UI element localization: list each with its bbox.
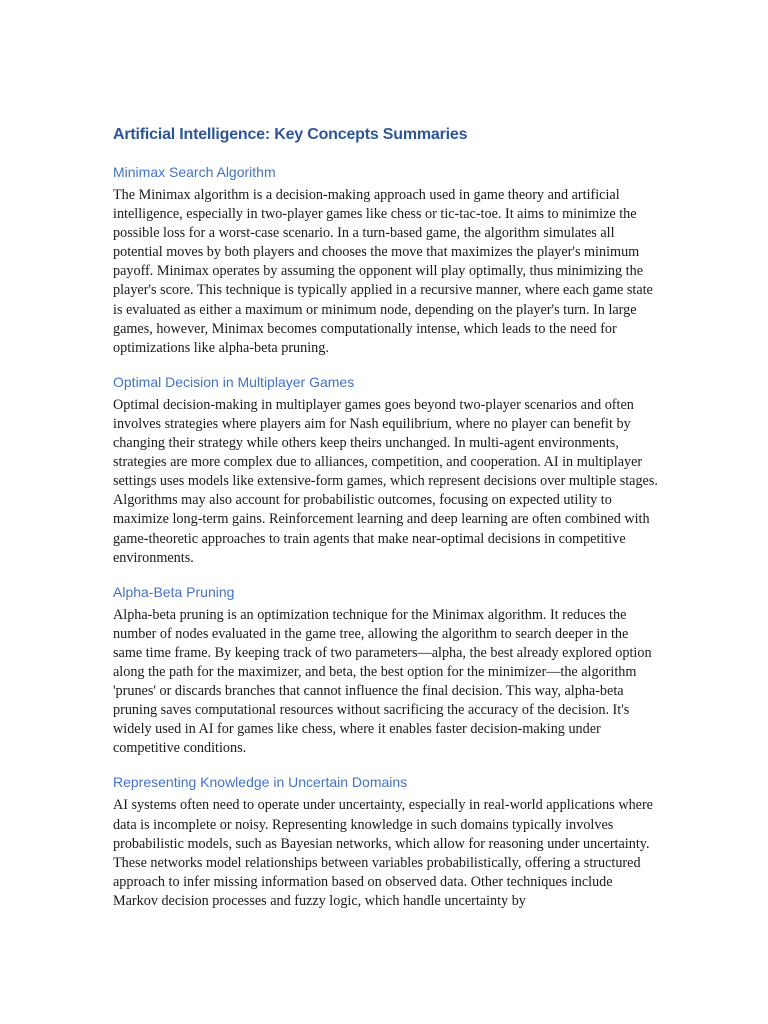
section-uncertain-knowledge <box>113 772 658 911</box>
section-alpha-beta <box>113 582 658 759</box>
section-heading: Representing Knowledge in Uncertain Domains <box>113 774 408 791</box>
section-paragraph: AI systems often need to operate under uncertainty, especially in real-world applications where data is incomplete or noisy. Representing knowledge in such domains typically involves probabilistic models, such as Bayesian networks, which allow for reasoning under uncertainty. These networks model relationships between variables probabilistically, offering a structured approach to infer missing information based on observed data. Other techniques include Markov decision processes and fuzzy logic, which handle uncertainty by <box>113 797 653 909</box>
section-paragraph: Alpha-beta pruning is an optimization technique for the Minimax algorithm. It reduces the number of nodes evaluated in the game tree, allowing the algorithm to search deeper in the same time frame. By keeping track of two parameters—alpha, the best already explored option along the path for the maximizer, and beta, the best option for the minimizer—the algorithm 'prunes' or discards branches that cannot influence the final decision. This way, alpha-beta pruning saves computational resources without sacrificing the accuracy of the decision. It's widely used in AI for games like chess, where it enables faster decision-making under competitive conditions. <box>113 606 652 757</box>
section-heading: Alpha-Beta Pruning <box>113 583 235 600</box>
section-paragraph: Optimal decision-making in multiplayer games goes beyond two-player scenarios and often involves strategies where players aim for Nash equilibrium, where no player can benefit by changing their strategy while others keep theirs unchanged. In multi-agent environments, strategies are more complex due to alliances, competition, and cooperation. AI in multiplayer settings uses models like extensive-form games, which represent decisions over multiple stages. Algorithms may also account for probabilistic outcomes, focusing on expected utility to maximize long-term gains. Reinforcement learning and deep learning are often combined with game-theoretic approaches to train agents that make near-optimal decisions in competitive environments. <box>113 396 658 566</box>
section-paragraph: The Minimax algorithm is a decision-making approach used in game theory and artificial intelligence, especially in two-player games like chess or tic-tac-toe. It aims to minimize the possible loss for a worst-case scenario. In a turn-based game, the algorithm simulates all potential moves by both players and chooses the move that maximizes the player's minimum payoff. Minimax operates by assuming the opponent will play optimally, thus minimizing the player's score. This technique is typically applied in a recursive manner, where each game state is evaluated as either a maximum or minimum node, depending on the player's turn. In large games, however, Minimax becomes computationally intense, which leads to the need for optimizations like alpha-beta pruning. <box>113 187 653 356</box>
section-heading: Optimal Decision in Multiplayer Games <box>113 373 355 390</box>
section-multiplayer <box>113 372 658 568</box>
document-title: Artificial Intelligence: Key Concepts Summaries <box>113 126 468 143</box>
document-page <box>113 124 658 925</box>
section-minimax <box>113 162 658 358</box>
section-heading: Minimax Search Algorithm <box>113 164 276 180</box>
